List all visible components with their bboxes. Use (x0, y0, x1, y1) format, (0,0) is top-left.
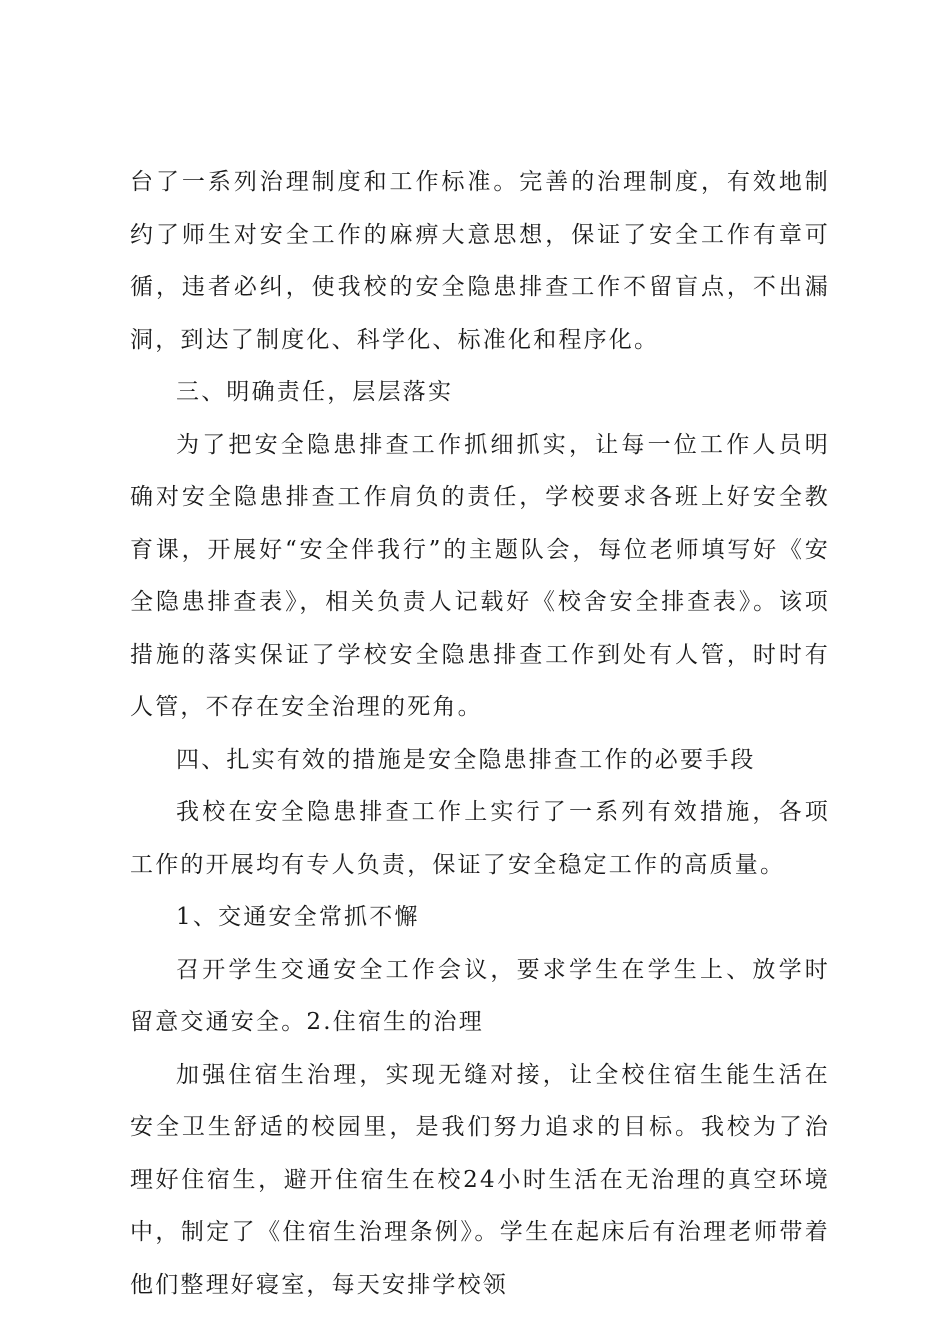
heading-traffic-safety: 1、交通安全常抓不懈 (176, 904, 420, 930)
paragraph-traffic-safety: 召开学生交通安全工作会议，要求学生在学生上、放学时留意交通安全。2.住宿生的治理 (130, 956, 830, 1035)
paragraph-management-system: 台了一系列治理制度和工作标准。完善的治理制度，有效地制约了师生对安全工作的麻痹大意思想，保证了安全工作有章可循，违者必纠，使我校的安全隐患排查工作不留盲点，不出漏洞，到达了制度化、科学化、标准化和程序化。 (130, 169, 830, 353)
heading-clear-responsibility: 三、明确责任，层层落实 (176, 379, 454, 405)
paragraph-responsibility-details: 为了把安全隐患排查工作抓细抓实，让每一位工作人员明确对安全隐患排查工作肩负的责任，学校要求各班上好安全教育课，开展好“安全伴我行”的主题队会，每位老师填写好《安全隐患排查表》，相关负责人记载好《校舍安全排查表》。该项措施的落实保证了学校安全隐患排查工作到处有人管，时时有人管，不存在安全治理的死角。 (130, 431, 830, 720)
paragraph-measures-summary: 我校在安全隐患排查工作上实行了一系列有效措施，各项工作的开展均有专人负责，保证了安全稳定工作的高质量。 (130, 799, 830, 878)
document-body (130, 156, 830, 1311)
paragraph-boarding-students: 加强住宿生治理，实现无缝对接，让全校住宿生能生活在安全卫生舒适的校园里，是我们努力追求的目标。我校为了治理好住宿生，避开住宿生在校24小时生活在无治理的真空环境中，制定了《住宿生治理条例》。学生在起床后有治理老师带着他们整理好寝室，每天安排学校领 (130, 1061, 830, 1298)
heading-effective-measures: 四、扎实有效的措施是安全隐患排查工作的必要手段 (176, 746, 756, 773)
